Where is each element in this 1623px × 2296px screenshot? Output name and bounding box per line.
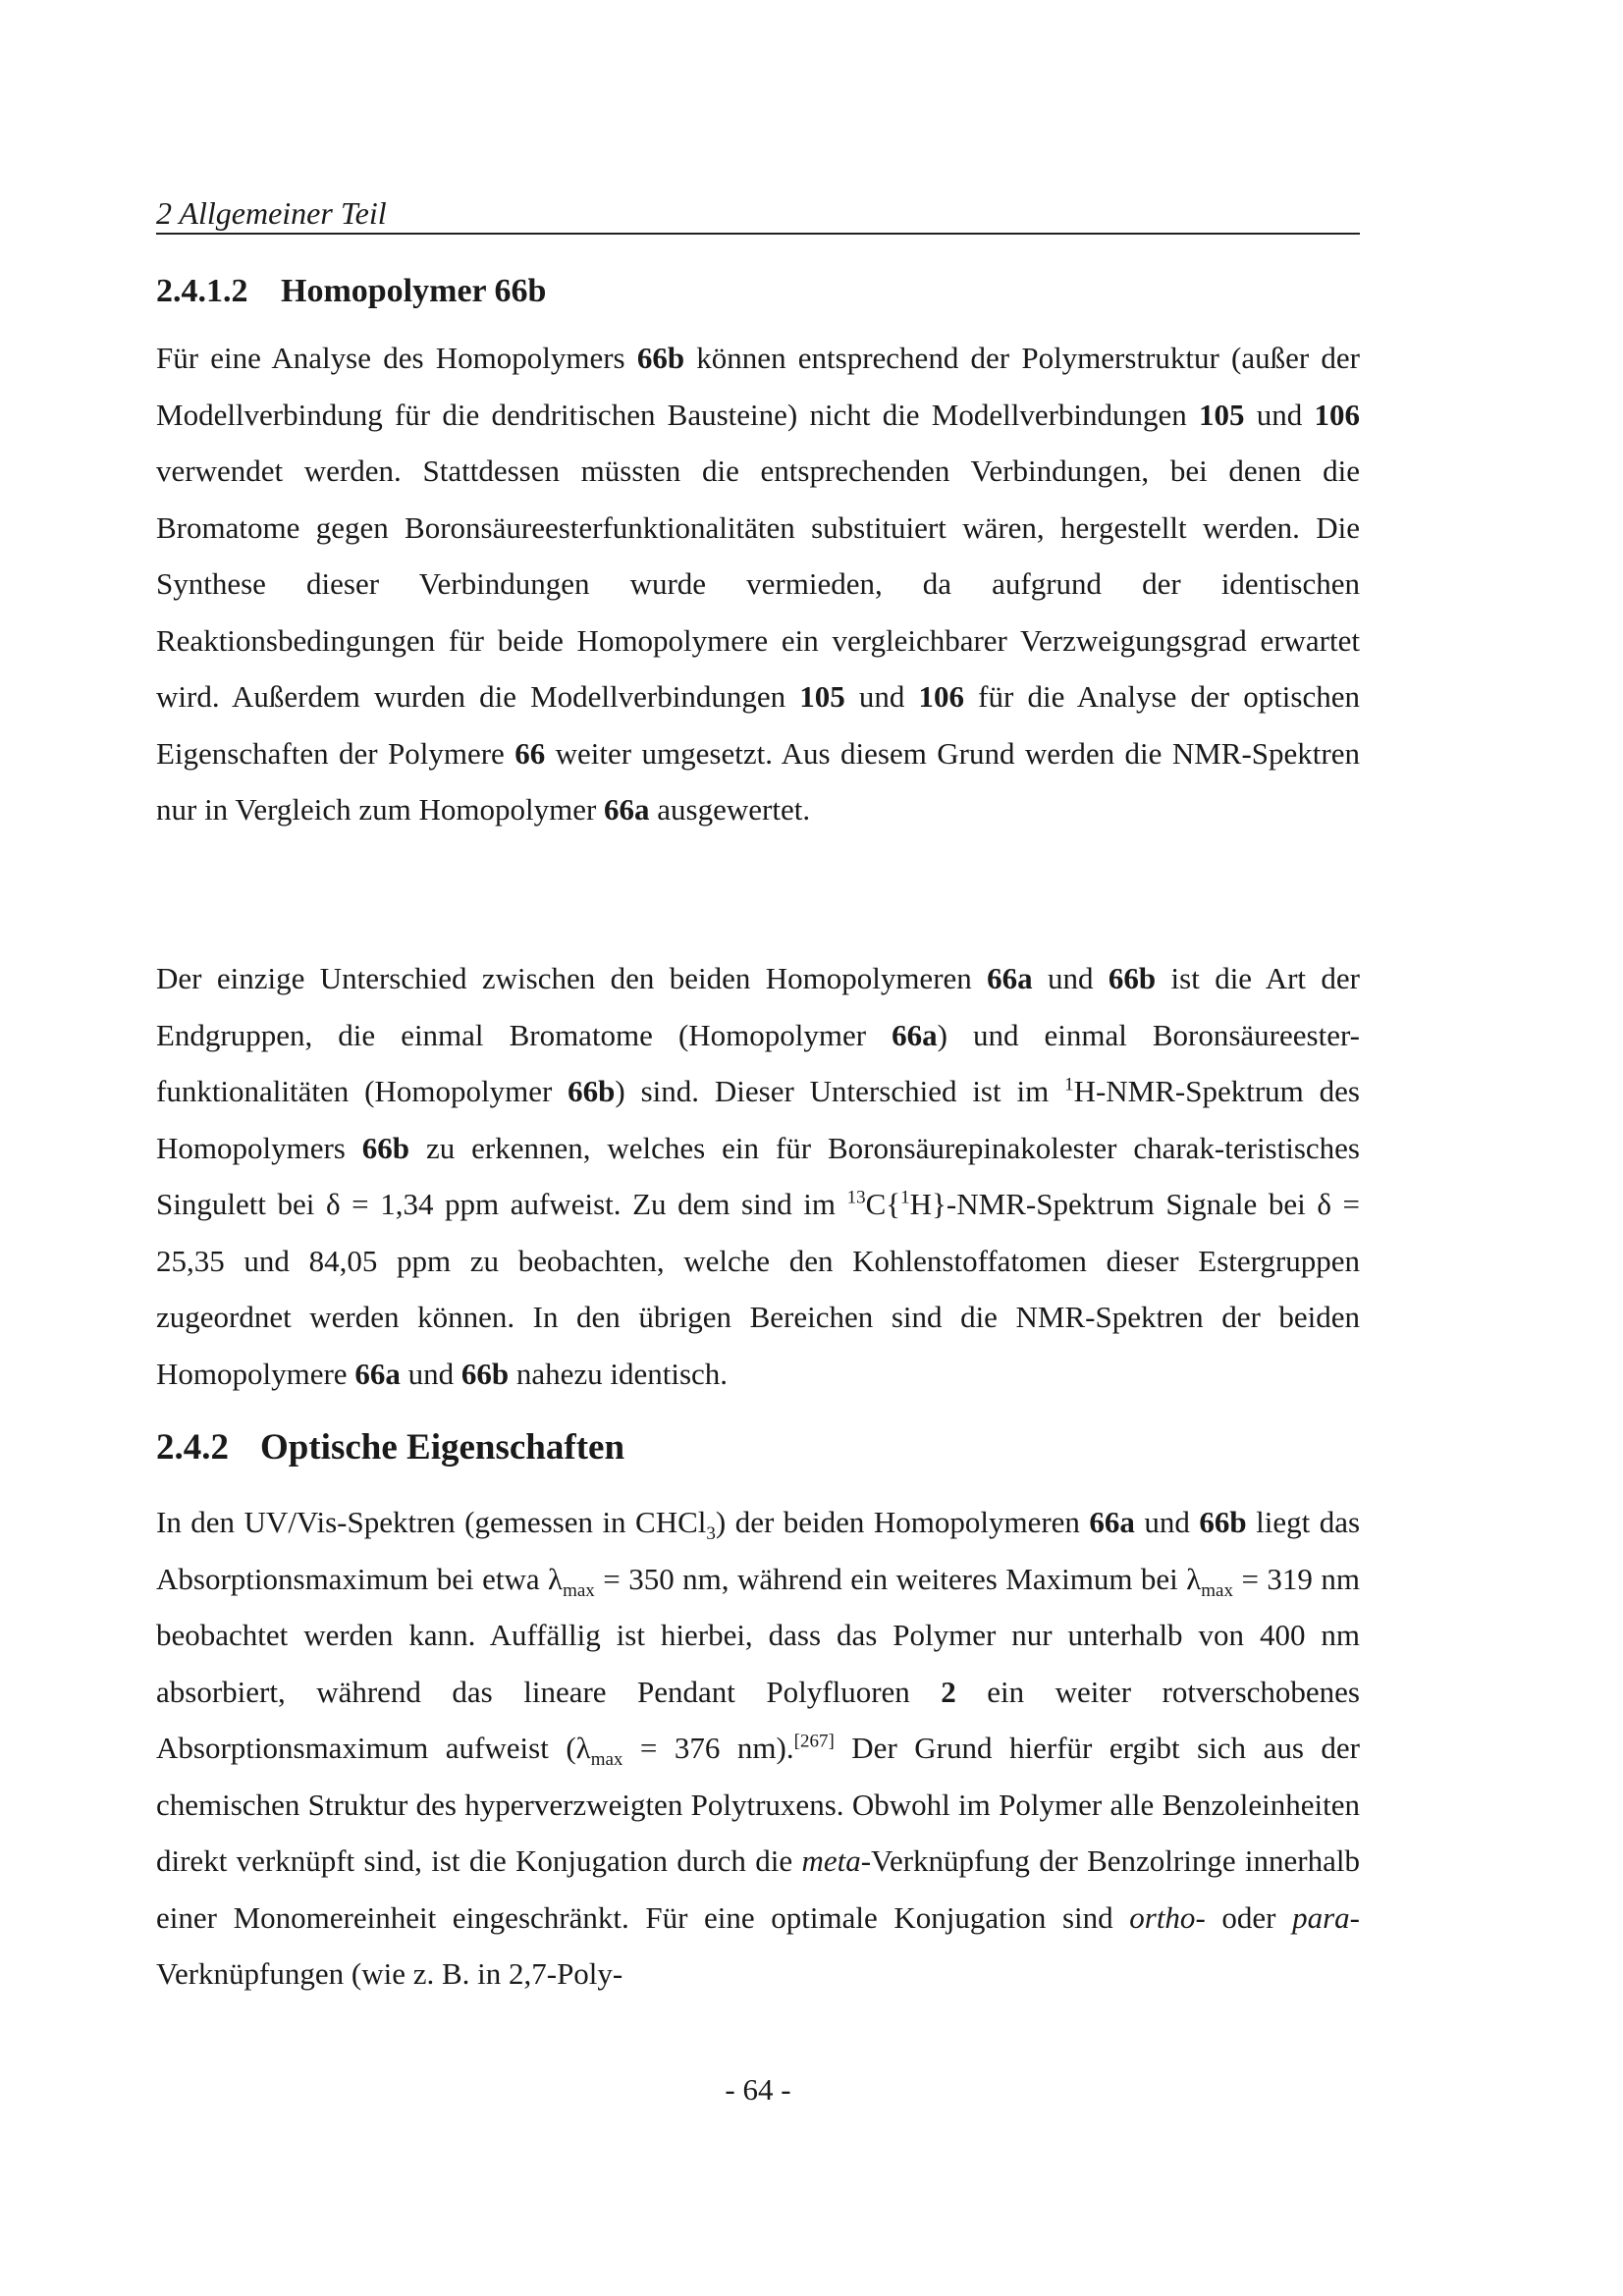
subsection-heading (156, 273, 546, 310)
section-number: 2.4.2 (156, 1427, 229, 1468)
section-title: Optische Eigenschaften (260, 1427, 625, 1468)
running-head: 2 Allgemeiner Teil (156, 193, 1360, 235)
subsection-number: 2.4.1.2 (156, 273, 248, 309)
paragraph-homopolymer-66b: Für eine Analyse des Homopolymers 66b können entsprechend der Polymerstruktur (außer der Modellverbindung für die dendritischen Bausteine) nicht die Modellverbindungen 105 und 106 verwendet werden. Stattdessen müssten die entsprechenden Verbindungen, bei denen die Bromatome gegen Boronsäureesterfunktionalitäten substituiert wären, hergestellt werden. Die Synthese dieser Verbindungen wurde vermieden, da aufgrund der identischen Reaktionsbedingungen für beide Homopolymere ein vergleichbarer Verzweigungsgrad erwartet wird. Außerdem wurden die Modellverbindungen 105 und 106 für die Analyse der optischen Eigenschaften der Polymere 66 weiter umgesetzt. Aus diesem Grund werden die NMR-Spektren nur in Vergleich zum Homopolymer 66a ausgewertet. (156, 341, 1361, 827)
section-heading (156, 1426, 624, 1468)
paragraph-end-groups: Der einzige Unterschied zwischen den beiden Homopolymeren 66a und 66b ist die Art der Endgruppen, die einmal Bromatome (Homopolymer 66a) und einmal Boronsäureester-funktionalitäten (Homopolymer 66b) sind. Dieser Unterschied ist im $^1$H-NMR-Spektrum des Homopolymers 66b zu erkennen, welches ein für Boronsäurepinakolester charak-teristisches Singulett bei δ = 1,34 ppm aufweist. Zu dem sind im $^{13}$C{$^1$H}-NMR-Spektrum Signale bei δ = 25,35 und 84,05 ppm zu beobachten, welche den Kohlenstoffatomen dieser Estergruppen zugeordnet werden können. In den übrigen Bereichen sind die NMR-Spektren der beiden Homopolymere 66a und 66b nahezu identisch. (156, 961, 1360, 1391)
page-number: - 64 - (725, 2072, 791, 2107)
paragraph-optical-properties: In den UV/Vis-Spektren (gemessen in CHCl$_3$) der beiden Homopolymeren 66a und 66b liegt das Absorptionsmaximum bei etwa $\lambda_{max} = 350$ nm, während ein weiteres Maximum bei $\lambda_{max} = 319$ nm beobachtet werden kann. Auffällig ist hierbei, dass das Polymer nur unterhalb von 400 nm absorbiert, während das lineare Pendant Polyfluoren 2 ein weiter rotverschobenes Absorptionsmaximum aufweist ($\lambda_{max} = 376$ nm).[267] Der Grund hierfür ergibt sich aus der chemischen Struktur des hyperverzweigten Polytruxens. Obwohl im Polymer alle Benzoleinheiten direkt verknüpft sind, ist die Konjugation durch die meta-Verknüpfung der Benzolringe innerhalb einer Monomereinheit eingeschränkt. Für eine optimale Konjugation sind ortho- oder para-Verknüpfungen (wie z. B. in 2,7-Poly- (156, 1505, 1361, 1991)
subsection-title: Homopolymer 66b (281, 273, 547, 309)
